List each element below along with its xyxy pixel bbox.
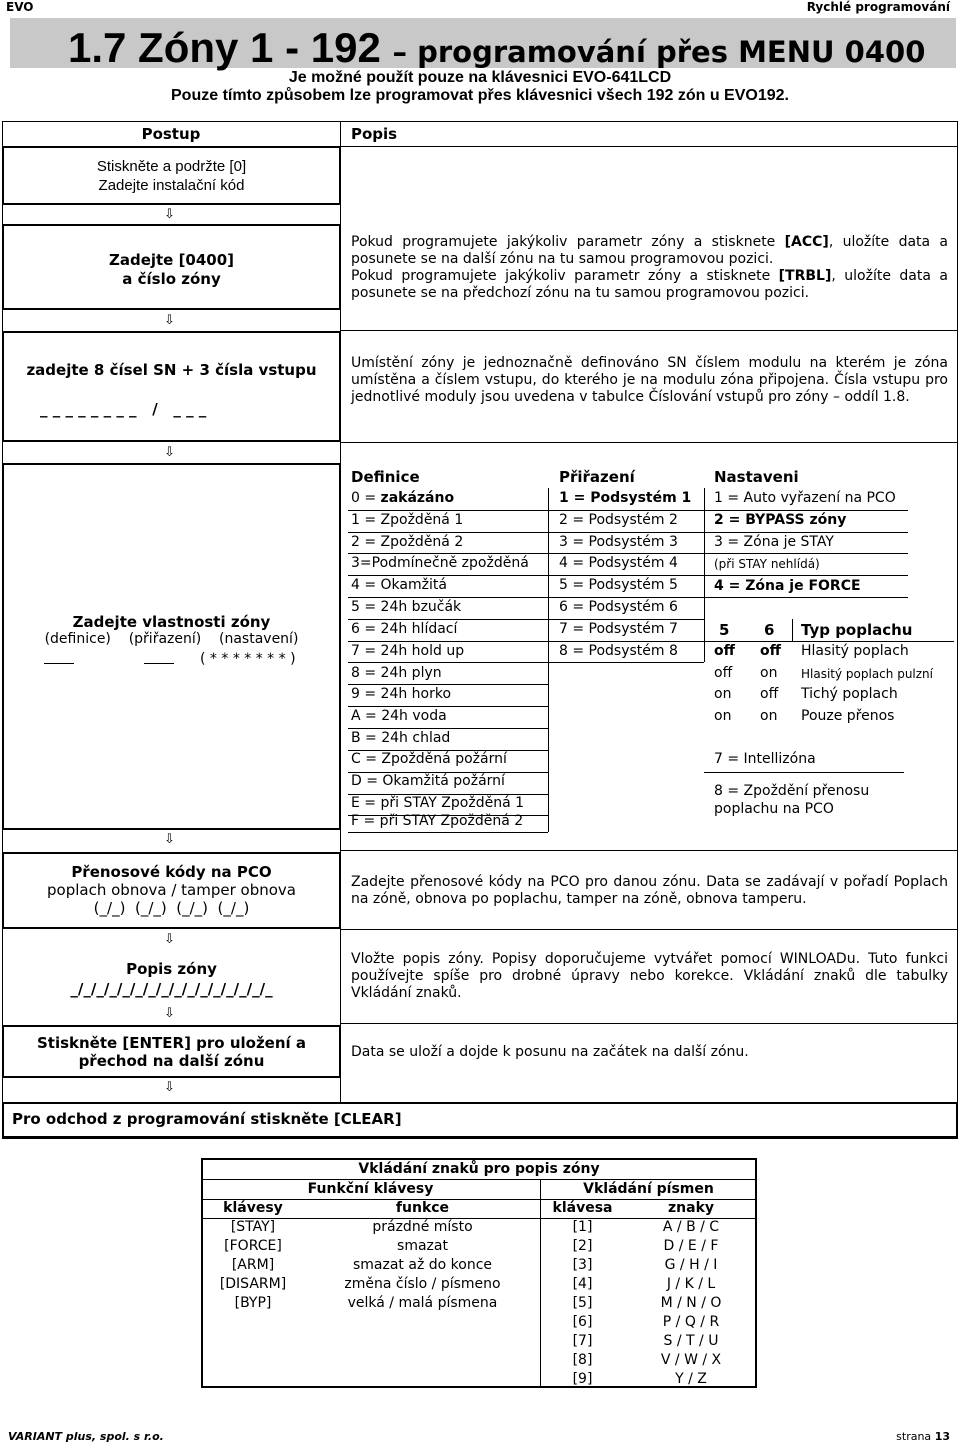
step-2-desc2-a: Pokud programujete jakýkoliv parametr zóny a stisknete	[351, 268, 779, 284]
step-4-line1: Zadejte vlastnosti zóny	[72, 613, 271, 631]
footer-company: VARIANT plus, spol. s r.o.	[8, 1430, 164, 1443]
step-4-line2: (definice) (přiřazení) (nastavení)	[44, 631, 299, 647]
header-left: EVO	[6, 0, 34, 14]
definice-item: 7 = 24h hold up	[351, 643, 465, 659]
letter-chars: M / N / O	[660, 1295, 722, 1311]
function-key: [ARM]	[231, 1257, 275, 1273]
page-label: strana	[896, 1430, 932, 1443]
step-7-description: Data se uloží a dojde k posunu na začátek na další zónu.	[351, 1044, 749, 1060]
letter-key: [8]	[572, 1352, 593, 1368]
function-description: změna číslo / písmeno	[344, 1276, 501, 1292]
alarm-type-label: Tichý poplach	[801, 686, 898, 702]
step-5-line3: (_/_) (_/_) (_/_) (_/_)	[93, 899, 250, 917]
step-2-line1: Zadejte [0400]	[108, 251, 235, 269]
trbl-key: [TRBL]	[778, 268, 832, 284]
prirazeni-item: 5 = Podsystém 5	[559, 577, 678, 593]
zone-col-prirazeni-header: Přiřazení	[559, 468, 635, 486]
alarm-col-5: 5	[719, 621, 730, 639]
char-col-klavesy: klávesy	[223, 1200, 283, 1216]
prirazeni-item: 6 = Podsystém 6	[559, 599, 678, 615]
alarm-col-6: 6	[764, 621, 775, 639]
prirazeni-blank	[144, 663, 174, 664]
char-col-funkce: funkce	[395, 1200, 450, 1216]
prirazeni-item: 1 = Podsystém 1	[559, 490, 692, 506]
definice-item: 3=Podmínečně zpožděná	[351, 555, 529, 571]
char-col-klavesa: klávesa	[552, 1200, 613, 1216]
arrow-down-icon: ⇩	[164, 445, 175, 460]
letter-chars: D / E / F	[663, 1238, 719, 1254]
arrow-down-icon: ⇩	[164, 313, 175, 328]
char-table-group-right: Vkládání písmen	[583, 1181, 714, 1197]
function-description: smazat	[397, 1238, 448, 1254]
step-2-text	[2, 251, 341, 289]
step-7-text	[2, 1034, 341, 1070]
step-1-line1: Stiskněte a podržte [0]	[96, 158, 247, 175]
step-5-description: Zadejte přenosové kódy na PCO pro danou zónu. Data se zadávají v pořadí Poplach na zóně, obnova po poplachu, tamper na zóně, obnova tamperu.	[351, 874, 948, 907]
letter-chars: J / K / L	[666, 1276, 716, 1292]
letter-chars: P / Q / R	[662, 1314, 720, 1330]
note-2: Pouze tímto způsobem lze programovat přes klávesnici všech 192 zón u EVO192.	[171, 87, 789, 104]
alarm-5-value: on	[714, 686, 732, 702]
nastaveni-3-note: (při STAY nehlídá)	[714, 557, 820, 571]
alarm-col-type: Typ poplachu	[801, 621, 913, 639]
step-6-line1: Popis zóny	[126, 960, 217, 978]
definice-item: E = při STAY Zpožděná 1	[351, 795, 525, 811]
prirazeni-item: 2 = Podsystém 2	[559, 512, 678, 528]
step-6-description: Vložte popis zóny. Popisy doporučujeme vytvářet pomocí WINLOADu. Tuto funkci používejte spíše pro drobné úpravy nebo korekce. Vkládání znaků dle tabulky Vkládání znaků.	[351, 951, 948, 1001]
step-7-line2: přechod na další zónu	[78, 1052, 265, 1070]
prirazeni-item: 3 = Podsystém 3	[559, 534, 678, 550]
prirazeni-item: 8 = Podsystém 8	[559, 643, 678, 659]
arrow-down-icon: ⇩	[164, 207, 175, 222]
letter-key: [9]	[572, 1371, 593, 1387]
function-description: velká / malá písmena	[347, 1295, 498, 1311]
letter-key: [6]	[572, 1314, 593, 1330]
page-title	[68, 24, 925, 72]
step-5-line1: Přenosové kódy na PCO	[71, 863, 272, 881]
definice-item: 1 = Zpožděná 1	[351, 512, 464, 528]
step-1-text	[2, 157, 341, 195]
step-2-description	[351, 234, 948, 302]
definice-item: 8 = 24h plyn	[351, 665, 442, 681]
function-description: prázdné místo	[372, 1219, 473, 1235]
nastaveni-4: 4 = Zóna je FORCE	[714, 578, 861, 594]
function-description: smazat až do konce	[352, 1257, 492, 1273]
arrow-down-icon: ⇩	[164, 1080, 175, 1095]
step-4-line3: ( * * * * * * * )	[200, 651, 296, 667]
step-5-text	[2, 863, 341, 917]
step-2-desc2-c: , uložíte data a posunete se na předchozí zónu na tu samou programovou pozici.	[351, 268, 949, 301]
alarm-type-label: Pouze přenos	[801, 708, 895, 724]
col-popis-header: Popis	[351, 125, 398, 143]
letter-chars: A / B / C	[662, 1219, 720, 1235]
step-3-description: Umístění zóny je jednoznačně definováno SN číslem modulu na kterém je zóna umístěna a číslem vstupu, do kterého je na modulu zóna připojena. Čísla vstupu pro jednotlivé moduly jsou uvedena v tabulce Číslování vstupů pro zóny – oddíl 1.8.	[351, 355, 948, 405]
step-3-line1: zadejte 8 čísel SN + 3 čísla vstupu	[26, 361, 317, 379]
step-6-line2: _/_/_/_/_/_/_/_/_/_/_/_/_/_/_/_	[70, 980, 273, 998]
delay-line-2: poplachu na PCO	[714, 801, 834, 817]
letter-chars: G / H / I	[664, 1257, 718, 1273]
alarm-6-value: on	[760, 708, 778, 724]
alarm-5-value: on	[714, 708, 732, 724]
definice-item: A = 24h voda	[351, 708, 447, 724]
title-main: 1.7 Zóny 1 - 192	[68, 24, 381, 71]
alarm-6-value: on	[760, 665, 778, 681]
alarm-6-value: off	[760, 686, 779, 702]
header-right: Rychlé programování	[806, 0, 950, 14]
alarm-5-value: off	[714, 665, 733, 681]
arrow-down-icon: ⇩	[164, 932, 175, 947]
acc-key: [ACC]	[784, 234, 829, 250]
definice-blank	[44, 663, 74, 664]
nastaveni-3: 3 = Zóna je STAY	[714, 534, 834, 550]
letter-key: [4]	[572, 1276, 593, 1292]
footer-page	[896, 1430, 950, 1443]
definice-item: 4 = Okamžitá	[351, 577, 447, 593]
definice-item: 6 = 24h hlídací	[351, 621, 458, 637]
letter-chars: V / W / X	[660, 1352, 722, 1368]
arrow-down-icon: ⇩	[164, 1006, 175, 1021]
exit-instruction: Pro odchod z programování stiskněte [CLEAR]	[12, 1110, 402, 1128]
delay-line-1: 8 = Zpoždění přenosu	[714, 783, 870, 799]
col-postup-header: Postup	[141, 125, 201, 143]
step-2-desc1-a: Pokud programujete jakýkoliv parametr zóny a stisknete	[351, 234, 785, 250]
prirazeni-item: 7 = Podsystém 7	[559, 621, 678, 637]
arrow-down-icon: ⇩	[164, 832, 175, 847]
letter-key: [3]	[572, 1257, 593, 1273]
step-3-box	[2, 331, 341, 442]
char-col-znaky: znaky	[668, 1200, 714, 1216]
alarm-5-value: off	[714, 643, 735, 659]
definice-item: D = Okamžitá požární	[351, 773, 505, 789]
nastaveni-2: 2 = BYPASS zóny	[714, 512, 847, 528]
definice-item: 2 = Zpožděná 2	[351, 534, 464, 550]
alarm-type-label: Hlasitý poplach	[801, 643, 909, 659]
function-key: [BYP]	[234, 1295, 272, 1311]
function-key: [STAY]	[230, 1219, 276, 1235]
letter-key: [2]	[572, 1238, 593, 1254]
definice-item: F = při STAY Zpožděná 2	[351, 813, 524, 829]
intellizona: 7 = Intellizóna	[714, 751, 816, 767]
alarm-6-value: off	[760, 643, 781, 659]
letter-key: [1]	[572, 1219, 593, 1235]
letter-key: [5]	[572, 1295, 593, 1311]
step-7-line1: Stiskněte [ENTER] pro uložení a	[36, 1034, 307, 1052]
char-table-group-left: Funkční klávesy	[307, 1181, 434, 1197]
definice-item: C = Zpožděná požární	[351, 751, 507, 767]
definice-item: 0 = zakázáno	[351, 490, 455, 506]
step-2-line2: a číslo zóny	[122, 270, 221, 288]
step-3-line2: _ _ _ _ _ _ _ _ / _ _ _	[40, 400, 207, 418]
step-2-desc1-c: , uložíte data a posunete se na další zónu na tu samou programovou pozici.	[351, 234, 948, 267]
prirazeni-item: 4 = Podsystém 4	[559, 555, 678, 571]
step-1-line2: Zadejte instalační kód	[98, 177, 245, 194]
note-1: Je možné použít pouze na klávesnici EVO-641LCD	[288, 69, 672, 86]
function-key: [DISARM]	[219, 1276, 287, 1292]
definice-item: B = 24h chlad	[351, 730, 451, 746]
function-key: [FORCE]	[224, 1238, 282, 1254]
title-sub: – programování přes MENU 0400	[392, 35, 926, 69]
zone-col-definice-header: Definice	[351, 468, 420, 486]
zone-col-nastaveni-header: Nastaveni	[714, 468, 799, 486]
char-table-title: Vkládání znaků pro popis zóny	[358, 1161, 600, 1177]
definice-item: 5 = 24h bzučák	[351, 599, 462, 615]
nastaveni-1: 1 = Auto vyřazení na PCO	[714, 490, 896, 506]
letter-chars: S / T / U	[663, 1333, 719, 1349]
letter-chars: Y / Z	[675, 1371, 707, 1387]
alarm-type-label: Hlasitý poplach pulzní	[801, 667, 933, 681]
step-5-line2: poplach obnova / tamper obnova	[47, 881, 296, 899]
letter-key: [7]	[572, 1333, 593, 1349]
definice-item: 9 = 24h horko	[351, 686, 452, 702]
page-number: 13	[934, 1430, 950, 1443]
